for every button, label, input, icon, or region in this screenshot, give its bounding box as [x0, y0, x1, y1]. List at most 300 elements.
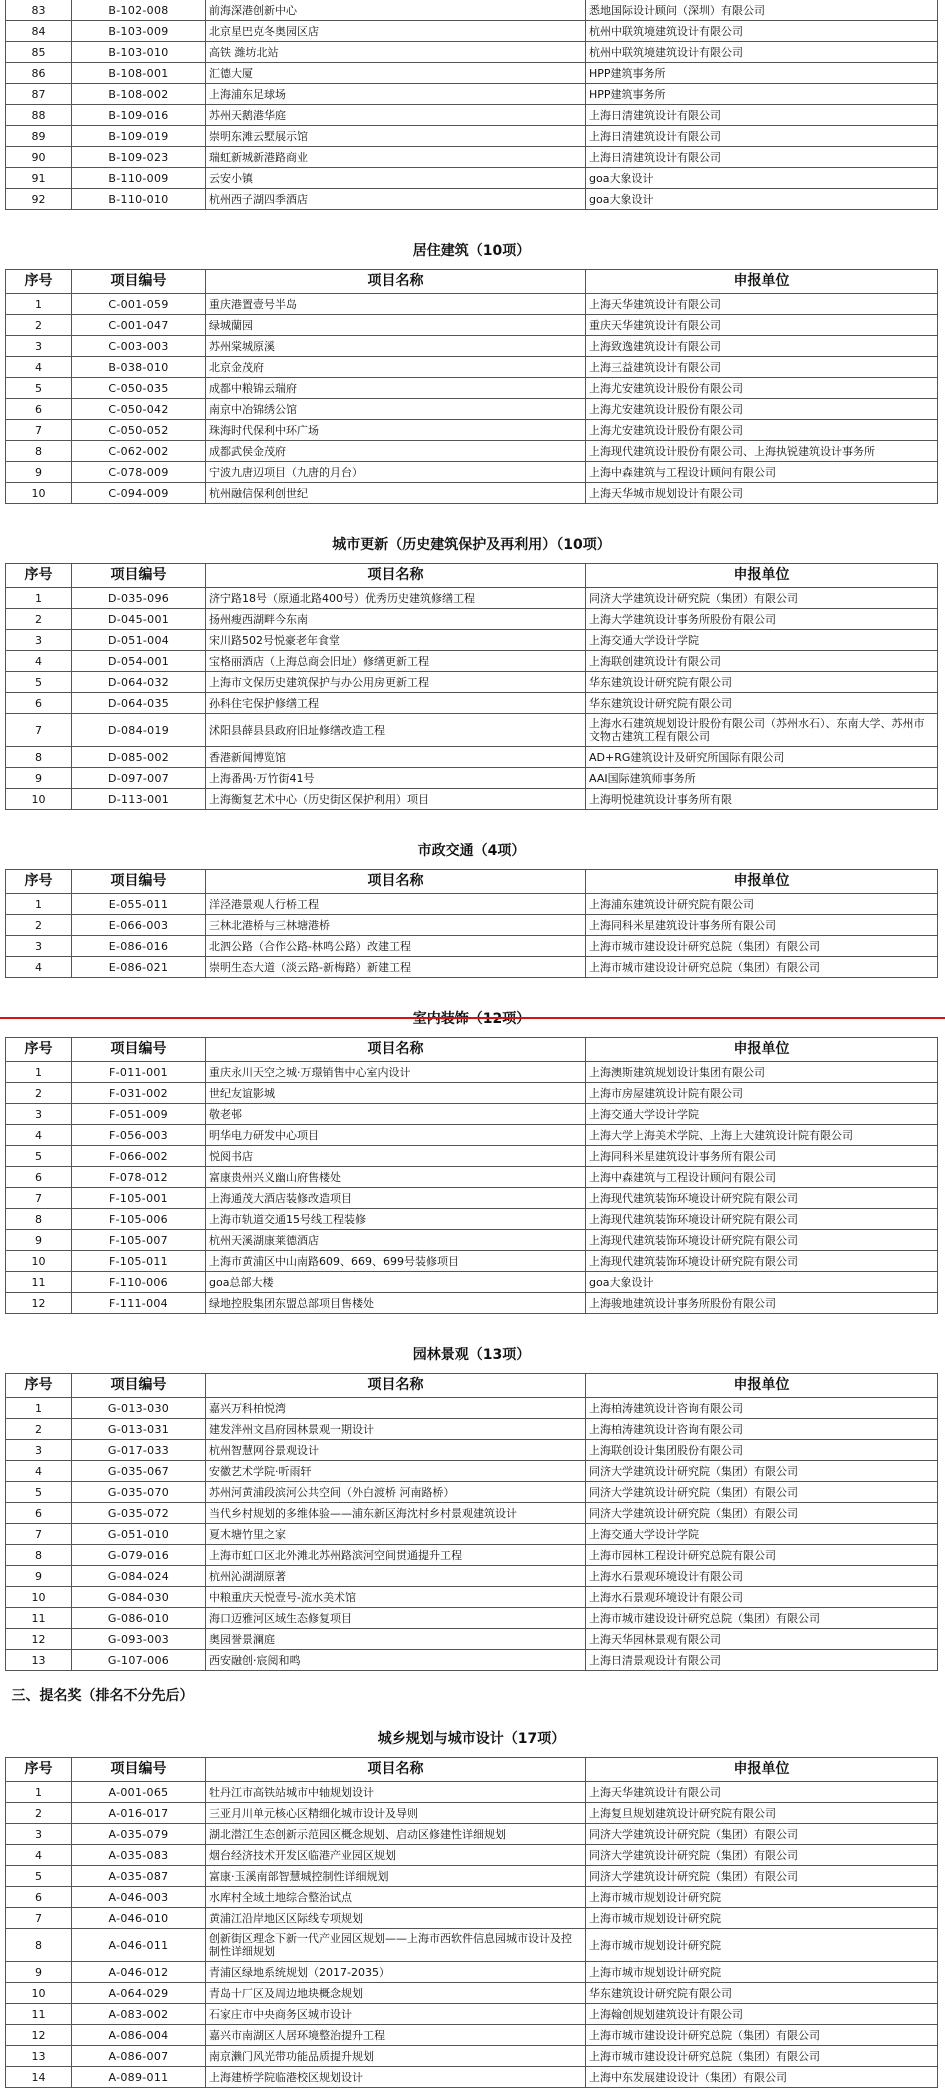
- project-name: 北泗公路（合作公路-林鸣公路）改建工程: [206, 936, 586, 957]
- table-row: [6, 1251, 938, 1272]
- table-row: [6, 1908, 938, 1929]
- column-header: 申报单位: [586, 270, 938, 294]
- project-code: B-108-002: [72, 84, 206, 105]
- row-number: 1: [6, 294, 72, 315]
- project-code: F-031-002: [72, 1083, 206, 1104]
- column-header: 项目名称: [206, 870, 586, 894]
- applicant-org: 上海三益建筑设计有限公司: [586, 357, 938, 378]
- applicant-org: 华东建筑设计研究院有限公司: [586, 1983, 938, 2004]
- table-row: [6, 1083, 938, 1104]
- table-row: [6, 1146, 938, 1167]
- applicant-org: 上海交通大学设计学院: [586, 630, 938, 651]
- table-row: [6, 672, 938, 693]
- table-row: [6, 1962, 938, 1983]
- row-number: 8: [6, 747, 72, 768]
- project-code: A-035-083: [72, 1845, 206, 1866]
- applicant-org: 上海市城市规划设计研究院: [586, 1962, 938, 1983]
- applicant-org: 上海中东发展建设设计（集团）有限公司: [586, 2067, 938, 2088]
- project-code: C-001-059: [72, 294, 206, 315]
- project-name: 上海衡复艺术中心（历史街区保护利用）项目: [206, 789, 586, 810]
- project-name: 高铁 潍坊北站: [206, 42, 586, 63]
- project-name: 绿地控股集团东盟总部项目售楼处: [206, 1293, 586, 1314]
- project-code: D-113-001: [72, 789, 206, 810]
- project-code: G-084-024: [72, 1566, 206, 1587]
- project-name: 宁波九唐辺项目（九唐的月台）: [206, 462, 586, 483]
- project-name: 嘉兴万科柏悦湾: [206, 1398, 586, 1419]
- table-row: [6, 1629, 938, 1650]
- row-number: 11: [6, 2004, 72, 2025]
- project-code: D-084-019: [72, 714, 206, 747]
- award-table-body: [6, 0, 938, 2088]
- table-header-row: [6, 270, 938, 294]
- project-code: F-011-001: [72, 1062, 206, 1083]
- project-name: 绿城蘭园: [206, 315, 586, 336]
- applicant-org: 上海天华建筑设计有限公司: [586, 1782, 938, 1803]
- row-number: 6: [6, 399, 72, 420]
- row-number: 14: [6, 2067, 72, 2088]
- applicant-org: 上海现代建筑装饰环境设计研究院有限公司: [586, 1188, 938, 1209]
- project-name: 瑞虹新城新港路商业: [206, 147, 586, 168]
- column-header: 申报单位: [586, 1038, 938, 1062]
- project-code: D-035-096: [72, 588, 206, 609]
- project-code: B-038-010: [72, 357, 206, 378]
- table-row: [6, 1461, 938, 1482]
- section-title-row: [6, 1714, 938, 1758]
- row-number: 4: [6, 357, 72, 378]
- column-header: 申报单位: [586, 870, 938, 894]
- applicant-org: 上海市城市建设设计研究总院（集团）有限公司: [586, 2025, 938, 2046]
- project-name: 黄浦江沿岸地区区际线专项规划: [206, 1908, 586, 1929]
- project-code: G-086-010: [72, 1608, 206, 1629]
- table-row: [6, 357, 938, 378]
- project-code: G-093-003: [72, 1629, 206, 1650]
- project-code: C-078-009: [72, 462, 206, 483]
- award-heading: 三、提名奖（排名不分先后）: [11, 1687, 194, 1704]
- section-title: 居住建筑（10项）: [412, 242, 531, 259]
- row-number: 86: [6, 63, 72, 84]
- row-number: 8: [6, 441, 72, 462]
- column-header: 申报单位: [586, 564, 938, 588]
- applicant-org: 上海复旦规划建筑设计研究院有限公司: [586, 1803, 938, 1824]
- applicant-org: 上海天华城市规划设计有限公司: [586, 483, 938, 504]
- table-row: [6, 1524, 938, 1545]
- project-name: 北京星巴克冬奥园区店: [206, 21, 586, 42]
- row-number: 11: [6, 1608, 72, 1629]
- applicant-org: 上海中森建筑与工程设计顾问有限公司: [586, 1167, 938, 1188]
- column-header: 序号: [6, 270, 72, 294]
- project-name: 苏州河黄浦段滨河公共空间（外白渡桥 河南路桥）: [206, 1482, 586, 1503]
- applicant-org: 同济大学建筑设计研究院（集团）有限公司: [586, 1503, 938, 1524]
- project-name: 牡丹江市高铁站城市中轴规划设计: [206, 1782, 586, 1803]
- project-name: 杭州融信保利创世纪: [206, 483, 586, 504]
- project-name: 苏州天鹅港华庭: [206, 105, 586, 126]
- project-code: D-085-002: [72, 747, 206, 768]
- row-number: 83: [6, 0, 72, 21]
- table-row: [6, 1167, 938, 1188]
- section-title: 市政交通（4项）: [417, 842, 526, 859]
- applicant-org: 上海骏地建筑设计事务所股份有限公司: [586, 1293, 938, 1314]
- project-name: 水库村全域土地综合整治试点: [206, 1887, 586, 1908]
- project-code: G-017-033: [72, 1440, 206, 1461]
- row-number: 9: [6, 1566, 72, 1587]
- table-row: [6, 630, 938, 651]
- row-number: 4: [6, 1125, 72, 1146]
- section-title: 城市更新（历史建筑保护及再利用）（10项）: [332, 536, 611, 553]
- applicant-org: goa大象设计: [586, 1272, 938, 1293]
- row-number: 4: [6, 1845, 72, 1866]
- project-name: 济宁路18号（原通北路400号）优秀历史建筑修缮工程: [206, 588, 586, 609]
- table-row: [6, 1824, 938, 1845]
- project-name: 上海番禺·万竹街41号: [206, 768, 586, 789]
- project-name: 南京中冶锦绣公馆: [206, 399, 586, 420]
- table-row: [6, 747, 938, 768]
- section-title: 园林景观（13项）: [412, 1346, 531, 1363]
- project-code: G-051-010: [72, 1524, 206, 1545]
- table-row: [6, 1587, 938, 1608]
- row-number: 85: [6, 42, 72, 63]
- project-name: 海口迈雅河区域生态修复项目: [206, 1608, 586, 1629]
- project-code: F-111-004: [72, 1293, 206, 1314]
- column-header: 序号: [6, 1038, 72, 1062]
- project-name: 孙科住宅保护修缮工程: [206, 693, 586, 714]
- row-number: 2: [6, 915, 72, 936]
- row-number: 92: [6, 189, 72, 210]
- table-row: [6, 789, 938, 810]
- table-row: [6, 1188, 938, 1209]
- project-code: B-102-008: [72, 0, 206, 21]
- row-number: 10: [6, 483, 72, 504]
- project-code: C-050-035: [72, 378, 206, 399]
- table-row: [6, 1929, 938, 1962]
- table-row: [6, 1482, 938, 1503]
- project-name: 上海市虹口区北外滩北苏州路滨河空间贯通提升工程: [206, 1545, 586, 1566]
- row-number: 7: [6, 714, 72, 747]
- award-table: [5, 0, 938, 2088]
- applicant-org: 上海市城市建设设计研究总院（集团）有限公司: [586, 2046, 938, 2067]
- applicant-org: goa大象设计: [586, 168, 938, 189]
- project-name: 珠海时代保利中环广场: [206, 420, 586, 441]
- project-name: 悦阅书店: [206, 1146, 586, 1167]
- row-number: 9: [6, 1962, 72, 1983]
- applicant-org: 同济大学建筑设计研究院（集团）有限公司: [586, 1482, 938, 1503]
- row-number: 12: [6, 1293, 72, 1314]
- project-name: 上海浦东足球场: [206, 84, 586, 105]
- table-row: [6, 1062, 938, 1083]
- table-row: [6, 693, 938, 714]
- row-number: 6: [6, 1167, 72, 1188]
- project-code: G-013-030: [72, 1398, 206, 1419]
- table-row: [6, 1503, 938, 1524]
- project-code: E-086-016: [72, 936, 206, 957]
- column-header: 项目名称: [206, 270, 586, 294]
- project-code: D-051-004: [72, 630, 206, 651]
- spacer: [6, 1314, 938, 1331]
- table-row: [6, 399, 938, 420]
- spacer-row: [6, 210, 938, 227]
- table-row: [6, 0, 938, 21]
- table-row: [6, 63, 938, 84]
- project-name: 成都武侯金茂府: [206, 441, 586, 462]
- project-name: 苏州棠城原溪: [206, 336, 586, 357]
- applicant-org: 上海市城市建设设计研究总院（集团）有限公司: [586, 957, 938, 978]
- row-number: 2: [6, 315, 72, 336]
- section-title-row: [6, 520, 938, 564]
- applicant-org: 上海市园林工程设计研究总院有限公司: [586, 1545, 938, 1566]
- row-number: 3: [6, 1440, 72, 1461]
- row-number: 3: [6, 1104, 72, 1125]
- applicant-org: AD+RG建筑设计及研究所国际有限公司: [586, 747, 938, 768]
- project-code: E-066-003: [72, 915, 206, 936]
- table-row: [6, 2004, 938, 2025]
- column-header: 项目名称: [206, 1758, 586, 1782]
- table-row: [6, 957, 938, 978]
- row-number: 5: [6, 672, 72, 693]
- row-number: 3: [6, 936, 72, 957]
- award-heading-row: [6, 1671, 938, 1715]
- row-number: 12: [6, 2025, 72, 2046]
- row-number: 1: [6, 1062, 72, 1083]
- column-header: 项目编号: [72, 870, 206, 894]
- project-code: D-054-001: [72, 651, 206, 672]
- column-header: 序号: [6, 870, 72, 894]
- project-code: A-046-011: [72, 1929, 206, 1962]
- project-name: 明华电力研发中心项目: [206, 1125, 586, 1146]
- table-row: [6, 1230, 938, 1251]
- applicant-org: goa大象设计: [586, 189, 938, 210]
- table-row: [6, 1983, 938, 2004]
- project-name: 上海市轨道交通15号线工程装修: [206, 1209, 586, 1230]
- row-number: 5: [6, 378, 72, 399]
- column-header: 项目编号: [72, 1374, 206, 1398]
- project-name: 重庆永川天空之城·万璟销售中心室内设计: [206, 1062, 586, 1083]
- applicant-org: 上海尤安建筑设计股份有限公司: [586, 399, 938, 420]
- table-row: [6, 1293, 938, 1314]
- table-row: [6, 2046, 938, 2067]
- project-code: A-083-002: [72, 2004, 206, 2025]
- section-title: 城乡规划与城市设计（17项）: [377, 1730, 566, 1747]
- table-row: [6, 1398, 938, 1419]
- row-number: 13: [6, 2046, 72, 2067]
- table-row: [6, 1608, 938, 1629]
- row-number: 3: [6, 630, 72, 651]
- project-code: B-109-023: [72, 147, 206, 168]
- project-name: 富康·玉溪南部智慧城控制性详细规划: [206, 1866, 586, 1887]
- project-code: G-035-070: [72, 1482, 206, 1503]
- row-number: 7: [6, 1908, 72, 1929]
- project-code: F-105-006: [72, 1209, 206, 1230]
- applicant-org: HPP建筑事务所: [586, 84, 938, 105]
- table-row: [6, 1125, 938, 1146]
- project-name: 创新街区理念下新一代产业园区规划——上海市西软件信息园城市设计及控制性详细规划: [206, 1929, 586, 1962]
- project-name: 敬老邨: [206, 1104, 586, 1125]
- applicant-org: 上海明悦建筑设计事务所有限: [586, 789, 938, 810]
- project-code: A-035-079: [72, 1824, 206, 1845]
- applicant-org: 上海中森建筑与工程设计顾问有限公司: [586, 462, 938, 483]
- project-code: A-016-017: [72, 1803, 206, 1824]
- project-name: 三亚月川单元核心区精细化城市设计及导则: [206, 1803, 586, 1824]
- section-title: [6, 994, 938, 1038]
- row-number: 11: [6, 1272, 72, 1293]
- project-code: G-107-006: [72, 1650, 206, 1671]
- project-name: 石家庄市中央商务区城市设计: [206, 2004, 586, 2025]
- project-code: C-094-009: [72, 483, 206, 504]
- project-code: D-064-035: [72, 693, 206, 714]
- row-number: 4: [6, 957, 72, 978]
- project-name: 建发泮州文昌府园林景观一期设计: [206, 1419, 586, 1440]
- project-name: 崇明生态大道（淡云路-新梅路）新建工程: [206, 957, 586, 978]
- project-name: 杭州沁湖湖原著: [206, 1566, 586, 1587]
- project-name: 中粮重庆天悦壹号-流水美术馆: [206, 1587, 586, 1608]
- project-name: 宝格丽酒店（上海总商会旧址）修缮更新工程: [206, 651, 586, 672]
- applicant-org: 上海水石景观环境设计有限公司: [586, 1566, 938, 1587]
- project-code: F-078-012: [72, 1167, 206, 1188]
- project-code: E-055-011: [72, 894, 206, 915]
- project-name: 上海建桥学院临港校区规划设计: [206, 2067, 586, 2088]
- row-number: 10: [6, 1251, 72, 1272]
- applicant-org: 上海联创建筑设计有限公司: [586, 651, 938, 672]
- project-code: A-086-007: [72, 2046, 206, 2067]
- project-name: 富康贵州兴义幽山府售楼处: [206, 1167, 586, 1188]
- applicant-org: HPP建筑事务所: [586, 63, 938, 84]
- row-number: 6: [6, 693, 72, 714]
- column-header: 申报单位: [586, 1758, 938, 1782]
- project-name: 杭州智慧网谷景观设计: [206, 1440, 586, 1461]
- table-row: [6, 1803, 938, 1824]
- project-name: 重庆港置壹号半岛: [206, 294, 586, 315]
- applicant-org: 上海现代建筑装饰环境设计研究院有限公司: [586, 1251, 938, 1272]
- project-code: G-035-072: [72, 1503, 206, 1524]
- table-row: [6, 936, 938, 957]
- row-number: 3: [6, 336, 72, 357]
- applicant-org: 上海市城市建设设计研究总院（集团）有限公司: [586, 936, 938, 957]
- project-name: 南京濑门风光带功能品质提升规划: [206, 2046, 586, 2067]
- project-code: C-003-003: [72, 336, 206, 357]
- row-number: 2: [6, 609, 72, 630]
- applicant-org: 上海市城市规划设计研究院: [586, 1887, 938, 1908]
- applicant-org: 上海大学建筑设计事务所股份有限公司: [586, 609, 938, 630]
- row-number: 6: [6, 1503, 72, 1524]
- section-title-row: [6, 226, 938, 270]
- table-row: [6, 1782, 938, 1803]
- project-code: G-013-031: [72, 1419, 206, 1440]
- applicant-org: 上海现代建筑设计股份有限公司、上海执锐建筑设计事务所: [586, 441, 938, 462]
- project-code: A-064-029: [72, 1983, 206, 2004]
- column-header: 项目名称: [206, 1038, 586, 1062]
- column-header: 项目名称: [206, 1374, 586, 1398]
- applicant-org: AAI国际建筑师事务所: [586, 768, 938, 789]
- table-row: [6, 1419, 938, 1440]
- project-name: 洋泾港景观人行桥工程: [206, 894, 586, 915]
- row-number: 9: [6, 462, 72, 483]
- applicant-org: 上海现代建筑装饰环境设计研究院有限公司: [586, 1209, 938, 1230]
- table-row: [6, 2025, 938, 2046]
- table-row: [6, 147, 938, 168]
- project-name: 世纪友谊影城: [206, 1083, 586, 1104]
- project-code: B-109-019: [72, 126, 206, 147]
- project-code: D-097-007: [72, 768, 206, 789]
- column-header: 序号: [6, 564, 72, 588]
- applicant-org: 华东建筑设计研究院有限公司: [586, 693, 938, 714]
- applicant-org: 上海日清景观设计有限公司: [586, 1650, 938, 1671]
- project-name: 沭阳县薛县县政府旧址修缮改造工程: [206, 714, 586, 747]
- applicant-org: 上海同科米星建筑设计事务所有限公司: [586, 915, 938, 936]
- table-row: [6, 1866, 938, 1887]
- project-name: 杭州西子湖四季酒店: [206, 189, 586, 210]
- project-code: A-046-003: [72, 1887, 206, 1908]
- table-row: [6, 294, 938, 315]
- applicant-org: 上海交通大学设计学院: [586, 1524, 938, 1545]
- project-code: D-045-001: [72, 609, 206, 630]
- row-number: 1: [6, 1398, 72, 1419]
- project-name: 夏木塘竹里之家: [206, 1524, 586, 1545]
- table-row: [6, 651, 938, 672]
- project-code: G-079-016: [72, 1545, 206, 1566]
- applicant-org: 杭州中联筑境建筑设计有限公司: [586, 21, 938, 42]
- column-header: 项目编号: [72, 270, 206, 294]
- section-title-row: [6, 994, 938, 1038]
- table-row: [6, 1887, 938, 1908]
- applicant-org: 上海天华园林景观有限公司: [586, 1629, 938, 1650]
- red-highlight-line: [0, 1017, 945, 1019]
- applicant-org: 同济大学建筑设计研究院（集团）有限公司: [586, 1461, 938, 1482]
- project-code: A-035-087: [72, 1866, 206, 1887]
- applicant-org: 上海柏涛建筑设计咨询有限公司: [586, 1398, 938, 1419]
- column-header: 序号: [6, 1374, 72, 1398]
- table-row: [6, 1209, 938, 1230]
- project-name: 西安融创·宸阅和鸣: [206, 1650, 586, 1671]
- column-header: 项目编号: [72, 1038, 206, 1062]
- spacer-row: [6, 504, 938, 521]
- project-name: 上海市黄浦区中山南路609、669、699号装修项目: [206, 1251, 586, 1272]
- project-code: C-050-042: [72, 399, 206, 420]
- project-name: 北京金茂府: [206, 357, 586, 378]
- row-number: 8: [6, 1545, 72, 1566]
- project-code: B-109-016: [72, 105, 206, 126]
- project-code: D-064-032: [72, 672, 206, 693]
- project-name: 云安小镇: [206, 168, 586, 189]
- project-name: 奥园誉景澜庭: [206, 1629, 586, 1650]
- project-code: C-001-047: [72, 315, 206, 336]
- spacer-row: [6, 1314, 938, 1331]
- project-code: A-086-004: [72, 2025, 206, 2046]
- applicant-org: 上海水石建筑规划设计股份有限公司（苏州水石）、东南大学、苏州市文物古建筑工程有限公司: [586, 714, 938, 747]
- row-number: 9: [6, 1230, 72, 1251]
- project-name: 香港新闻博览馆: [206, 747, 586, 768]
- row-number: 88: [6, 105, 72, 126]
- column-header: 项目编号: [72, 564, 206, 588]
- applicant-org: 同济大学建筑设计研究院（集团）有限公司: [586, 1866, 938, 1887]
- project-name: 宋川路502号悦豪老年食堂: [206, 630, 586, 651]
- row-number: 91: [6, 168, 72, 189]
- project-code: B-108-001: [72, 63, 206, 84]
- applicant-org: 重庆天华建筑设计有限公司: [586, 315, 938, 336]
- column-header: 序号: [6, 1758, 72, 1782]
- project-code: A-046-012: [72, 1962, 206, 1983]
- table-row: [6, 714, 938, 747]
- row-number: 87: [6, 84, 72, 105]
- project-name: 安徽艺术学院·听雨轩: [206, 1461, 586, 1482]
- row-number: 6: [6, 1887, 72, 1908]
- project-name: 上海市文保历史建筑保护与办公用房更新工程: [206, 672, 586, 693]
- table-row: [6, 1845, 938, 1866]
- table-row: [6, 84, 938, 105]
- applicant-org: 上海联创设计集团股份有限公司: [586, 1440, 938, 1461]
- spacer: [6, 978, 938, 995]
- row-number: 5: [6, 1146, 72, 1167]
- applicant-org: 上海翰创规划建筑设计有限公司: [586, 2004, 938, 2025]
- project-code: F-051-009: [72, 1104, 206, 1125]
- project-name: 湖北潜江生态创新示范园区概念规划、启动区修建性详细规划: [206, 1824, 586, 1845]
